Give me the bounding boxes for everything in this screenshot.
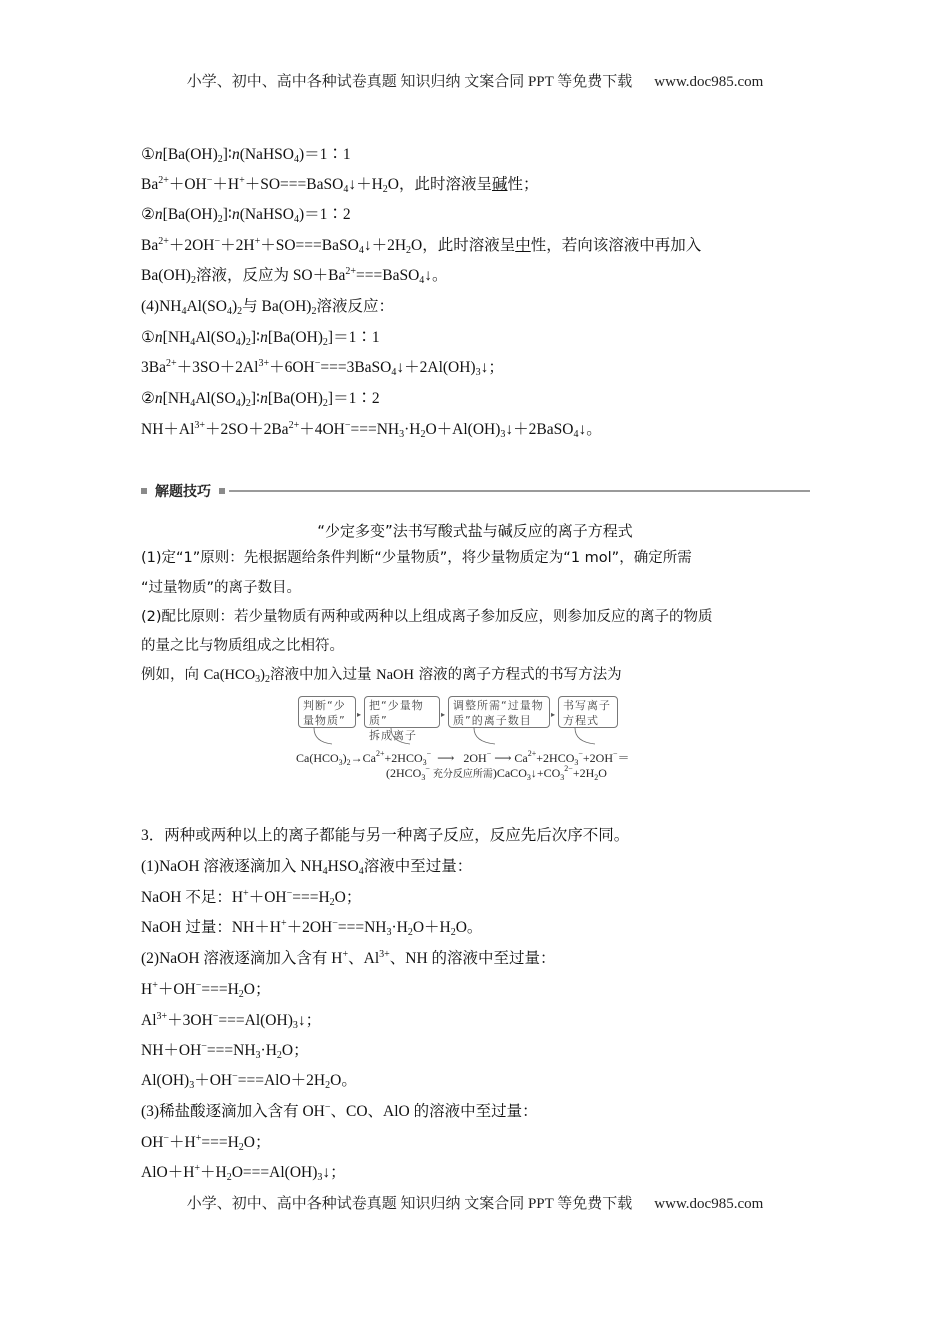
flow-step-1: 判断“少 量物质” bbox=[298, 696, 356, 728]
part4-case1-equation: $3Ba^{2+}+3SO+2Al^{3+}+6OH^-===3BaSO_4↓+2Al(OH)_3↓$； bbox=[141, 358, 504, 378]
p3-s2-title: (2)NaOH 溶液逐滴加入含有 H+、$Al^{3+}$、NH 的溶液中至过量： bbox=[141, 949, 556, 967]
tips-title: “少定多变”法书写酸式盐与碱反应的离子方程式 bbox=[317, 522, 633, 540]
section-divider bbox=[229, 490, 810, 492]
page-header bbox=[0, 70, 950, 91]
part4-case1-ratio: $①n[NH_4Al(SO_4)_2]∶n[Ba(OH)_2]=1∶1$ bbox=[141, 329, 380, 348]
arrow-right-icon: ▸ bbox=[441, 710, 446, 719]
flow-step-3: 调整所需“过量物 质”的离子数目 bbox=[448, 696, 550, 728]
header-url: www.doc985.com bbox=[654, 74, 764, 90]
flow-step-2: 把“少量物质” 拆成离子 bbox=[364, 696, 440, 728]
p3-s1-title: (1)NaOH 溶液逐滴加入 $NH_4HSO_4$溶液中至过量： bbox=[141, 858, 473, 877]
p3-s3-eq1: $OH^-+H^+===H_2O$； bbox=[141, 1133, 271, 1153]
p3-s2-eq1: $H^++OH^-===H_2O$； bbox=[141, 980, 271, 1000]
footer-url: www.doc985.com bbox=[654, 1196, 764, 1212]
section-header-tips bbox=[141, 481, 810, 501]
rule2-line2: 的量之比与物质组成之比相符。 bbox=[141, 638, 344, 654]
p3-s1-b: NaOH 过量：$NH+H^++2OH^-===NH_3\cdot H_2O+H_2O$。 bbox=[141, 918, 483, 938]
rule1-line1: (1)定“1”原则：先根据题给条件判断“少量物质”，将少量物质定为“1 mol”，确定所需 bbox=[141, 550, 692, 566]
p3-s2-eq2: $Al^{3+}+3OH^-===Al(OH)_3↓$； bbox=[141, 1011, 322, 1031]
arrow-right-icon: ▸ bbox=[357, 710, 362, 719]
p3-s2-eq4: $Al(OH)_3+OH^-===AlO+2H_2O$。 bbox=[141, 1071, 357, 1091]
example-line: 例如，向 $Ca(HCO_3)_2$溶液中加入过量 NaOH 溶液的离子方程式的书写方法为 bbox=[141, 667, 622, 685]
arrow-right-icon: ▸ bbox=[551, 710, 556, 719]
flow-row-2: ($2HCO_3^-$ 充分反应所需)$CaCO_3↓+CO_3^{2-}+2H_2O$ bbox=[386, 764, 607, 782]
part4-case2-equation: $NH+Al^{3+}+2SO+2Ba^{2+}+4OH^-===NH_3\cdot H_2O+Al(OH)_3↓+2BaSO_4↓$。 bbox=[141, 420, 602, 440]
part3-heading: 3．两种或两种以上的离子都能与另一种离子反应，反应先后次序不同。 bbox=[141, 827, 630, 844]
header-text: 小学、初中、高中各种试卷真题 知识归纳 文案合同 PPT 等免费下载 bbox=[186, 74, 633, 90]
flow-row-1: $Ca(HCO_3)_2\to Ca^{2+}+2HCO_3^-$ ⟶ 2OH− ⟶ $Ca^{2+}+2HCO_3^-+2OH^-=$ bbox=[296, 749, 630, 767]
part4-title: $(4)NH_4Al(SO_4)_2$与 $Ba(OH)_2$溶液反应： bbox=[141, 298, 394, 317]
footer-text: 小学、初中、高中各种试卷真题 知识归纳 文案合同 PPT 等免费下载 bbox=[186, 1196, 633, 1212]
square-bullet-icon bbox=[219, 488, 225, 494]
p3-s3-title: (3)稀盐酸逐滴加入含有 OH−、CO、AlO 的溶液中至过量： bbox=[141, 1102, 538, 1120]
case2-equation: $Ba^{2+}+2OH^-+2H^++SO===BaSO_4↓+2H_2O$，此时溶液呈中性，若向该溶液中再加入 bbox=[141, 236, 702, 256]
p3-s1-a: NaOH 不足：$H^++OH^-===H_2O$； bbox=[141, 888, 362, 908]
page-footer bbox=[0, 1192, 950, 1213]
case2-ratio: $②n[Ba(OH)_2]∶n(NaHSO_4)=1∶2$ bbox=[141, 206, 351, 225]
case1-ratio: $①n[Ba(OH)_2]∶n(NaHSO_4)=1∶1$ bbox=[141, 146, 351, 165]
section-title: 解题技巧 bbox=[155, 484, 211, 500]
square-bullet-icon bbox=[141, 488, 147, 494]
flow-step-4: 书写离子 方程式 bbox=[558, 696, 618, 728]
p3-s2-eq3: $NH+OH^-===NH_3\cdot H_2O$； bbox=[141, 1041, 309, 1061]
part4-case2-ratio: $②n[NH_4Al(SO_4)_2]∶n[Ba(OH)_2]=1∶2$ bbox=[141, 390, 380, 409]
rule1-line2: “过量物质”的离子数目。 bbox=[141, 580, 302, 596]
flowchart bbox=[290, 693, 670, 785]
p3-s3-eq2: $AlO+H^++H_2O===Al(OH)_3↓$； bbox=[141, 1163, 346, 1183]
rule2-line1: (2)配比原则：若少量物质有两种或两种以上组成离子参加反应，则参加反应的离子的物质 bbox=[141, 609, 713, 625]
case1-equation: $Ba^{2+}+OH^-+H^++SO===BaSO_4↓+H_2O$，此时溶液呈碱性； bbox=[141, 175, 539, 195]
case2-continuation: $Ba(OH)_2$溶液，反应为 $SO+Ba^{2+}===BaSO_4↓$。 bbox=[141, 266, 448, 286]
